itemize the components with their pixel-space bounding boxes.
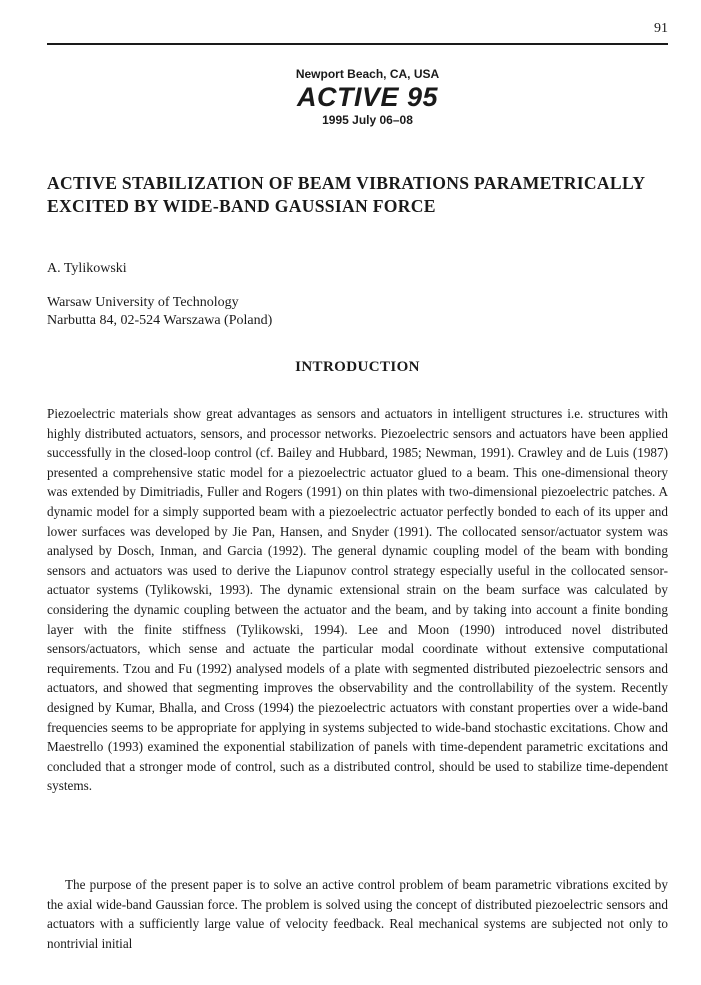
conference-date: 1995 July 06–08 — [322, 113, 413, 127]
conference-location: Newport Beach, CA, USA — [295, 67, 440, 81]
body-paragraph: Piezoelectric materials show great advantages as sensors and actuators in intelligent structures i.e. structures with highly distributed actuators, sensors, and processor networks. Piezoelectric sensors and actuators have been applied successfully in the closed-loop control (cf. Bailey and Hubbard, 1985; Newman, 1991). Crawley and de Luis (1987) presented a comprehensive static model for a piezoelectric actuator glued to a beam. This one-dimensional theory was extended by Dimitriadis, Fuller and Rogers (1991) on thin plates with two-dimensional piezoelectric patches. A dynamic model for a simply supported beam with a piezoelectric actuator perfectly bonded to each of its upper and lower surfaces was developed by Jie Pan, Hansen, and Snyder (1991). The collocated sensor/actuator system was analysed by Dosch, Inman, and Garcia (1992). The general dynamic coupling model of the beam with bonding sensors and actuators was used to derive the Liapunov control strategy especially useful in the collocated sensor-actuator systems (Tylikowski, 1993). The dynamic extensional strain on the beam surface was calculated by considering the dynamic coupling between the actuator and the beam, and by taking into account a finite bonding layer with the finite stiffness (Tylikowski, 1994). Lee and Moon (1990) introduced novel distributed sensors/actuators, which sense and actuate the particular modal coordinate without extensive computational requirements. Tzou and Fu (1992) analysed models of a plate with segmented distributed piezoelectric sensors and actuators, and showed that segmenting improves the observability and the controllability of the system. Recently designed by Kumar, Bhalla, and Cross (1994) the piezoelectric actuators with constant properties over a wide-band frequencies seems to be appropriate for applying in systems subjected to wide-band stochastic excitations. Chow and Maestrello (1993) examined the exponential stabilization of panels with time-dependent parametric excitations and concluded that a stronger mode of control, such as a distributed control, should be used to stabilize time-dependent systems. — [47, 406, 668, 794]
paper-title: ACTIVE STABILIZATION OF BEAM VIBRATIONS PARAMETRICALLY EXCITED BY WIDE-BAND GAUSSIAN FORCE — [47, 173, 645, 216]
header-rule — [47, 43, 668, 45]
conference-block — [0, 66, 701, 128]
author-name: A. Tylikowski — [47, 261, 127, 276]
page-number: 91 — [654, 21, 668, 36]
body-paragraph: The purpose of the present paper is to solve an active control problem of beam parametric vibrations excited by the axial wide-band Gaussian force. The problem is solved using the concept of distributed piezoelectric sensors and actuators with a sufficiently large value of velocity feedback. Real mechanical systems are subjected not only to nontrivial initial — [47, 877, 668, 951]
conference-name: ACTIVE 95 — [296, 82, 439, 112]
section-heading: INTRODUCTION — [295, 359, 420, 375]
affiliation-institution: Warsaw University of Technology — [47, 295, 239, 310]
affiliation-address: Narbutta 84, 02-524 Warszawa (Poland) — [47, 313, 273, 328]
affiliation — [47, 294, 272, 330]
